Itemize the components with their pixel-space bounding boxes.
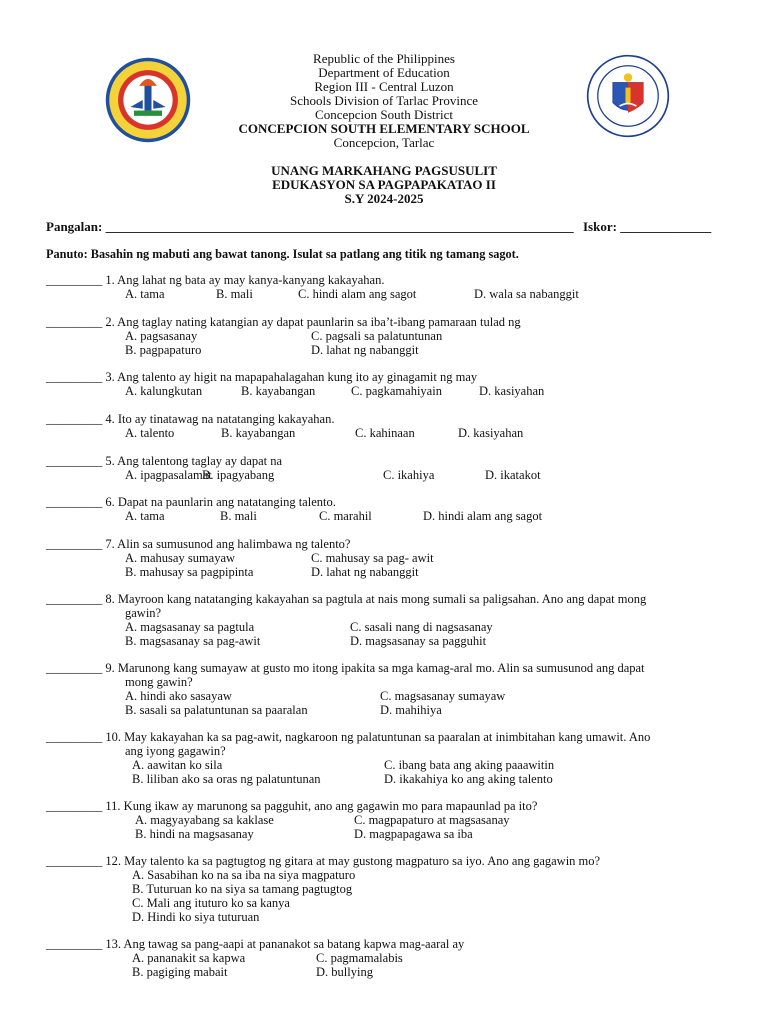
question-stem: _________ 9. Marunong kang sumayaw at gusto mo itong ipakita sa mga kamag-aral mo. Alin sa sumusunod ang dapat	[46, 661, 645, 675]
answer-choice: C. marahil	[319, 508, 372, 523]
choice-row	[46, 385, 736, 399]
answer-choice: A. talento	[125, 425, 175, 440]
answer-choice: B. pagiging mabait	[132, 964, 228, 979]
answer-choice: A. ipagpasalamat	[125, 467, 212, 482]
exam-title: UNANG MARKAHANG PAGSUSULIT	[271, 163, 497, 178]
answer-choice: A. mahusay sumayaw	[125, 550, 236, 565]
choice-row	[46, 621, 736, 635]
question-item	[46, 496, 736, 524]
answer-choice: D. ikatakot	[485, 467, 541, 482]
answer-choice: D. kasiyahan	[479, 383, 545, 398]
choice-row	[46, 966, 736, 980]
answer-choice: C. sasali nang di nagsasanay	[350, 619, 493, 634]
question-item	[46, 938, 736, 980]
question-stem-continued: mong gawin?	[125, 674, 193, 689]
answer-choice: B. mahusay sa pagpipinta	[125, 564, 254, 579]
question-stem: _________ 4. Ito ay tinatawag na natatanging kakayahan.	[46, 412, 335, 426]
answer-choice: D. Hindi ko siya tuturuan	[132, 909, 260, 924]
answer-choice: C. mahusay sa pag- awit	[311, 550, 434, 565]
answer-choice: D. kasiyahan	[458, 425, 524, 440]
question-item	[46, 413, 736, 441]
question-stem: _________ 12. May talento ka sa pagtugtog ng gitara at may gustong magpaturo sa iyo. Ano ang gagawin mo?	[46, 854, 601, 868]
choice-row	[46, 883, 736, 897]
choice-row	[46, 773, 736, 787]
answer-choice: D. ikakahiya ko ang aking talento	[384, 771, 553, 786]
question-stem: _________ 5. Ang talentong taglay ay dapat na	[46, 454, 283, 468]
answer-choice: C. pagsali sa palatuntunan	[311, 328, 443, 343]
choice-row	[46, 330, 736, 344]
answer-choice: A. tama	[125, 508, 165, 523]
choice-row	[46, 344, 736, 358]
question-item	[46, 371, 736, 399]
answer-choice: C. pagkamahiyain	[351, 383, 442, 398]
name-field[interactable]: Pangalan: ________________________________________________________________________	[46, 219, 574, 234]
question-item	[46, 593, 736, 649]
answer-choice: D. hindi alam ang sagot	[423, 508, 543, 523]
header-line: Republic of the Philippines	[313, 51, 455, 66]
header-line: Concepcion South District	[315, 107, 453, 122]
answer-choice: A. pagsasanay	[125, 328, 198, 343]
choice-row	[46, 510, 736, 524]
score-field[interactable]: Iskor: ______________	[583, 219, 712, 234]
choice-row	[46, 552, 736, 566]
question-stem: _________ 13. Ang tawag sa pang-aapi at pananakot sa batang kapwa mag-aaral ay	[46, 937, 465, 951]
question-item	[46, 538, 736, 580]
school-location: Concepcion, Tarlac	[333, 135, 435, 150]
choice-row	[46, 897, 736, 911]
choice-row	[46, 469, 736, 483]
answer-choice: D. magsasanay sa pagguhit	[350, 633, 487, 648]
answer-choice: A. Sasabihan ko na sa iba na siya magpaturo	[132, 867, 356, 882]
answer-choice: D. lahat ng nabanggit	[311, 564, 419, 579]
answer-choice: B. liliban ako sa oras ng palatuntunan	[132, 771, 321, 786]
answer-choice: B. mali	[220, 508, 257, 523]
answer-choice: A. magyayabang sa kaklase	[135, 812, 274, 827]
answer-choice: D. wala sa nabanggit	[474, 286, 579, 301]
answer-choice: B. kayabangan	[221, 425, 296, 440]
question-stem-continued: ang iyong gagawin?	[125, 743, 226, 758]
choice-row	[46, 427, 736, 441]
choice-row	[46, 911, 736, 925]
choice-row	[46, 635, 736, 649]
answer-choice: D. magpapagawa sa iba	[354, 826, 473, 841]
choice-row	[46, 814, 736, 828]
answer-choice: B. sasali sa palatuntunan sa paaralan	[125, 702, 308, 717]
question-item	[46, 855, 736, 925]
document-header	[0, 52, 768, 150]
school-year: S.Y 2024-2025	[344, 191, 424, 206]
question-item	[46, 731, 736, 787]
school-name: CONCEPCION SOUTH ELEMENTARY SCHOOL	[238, 121, 530, 136]
question-stem: _________ 11. Kung ikaw ay marunong sa pagguhit, ano ang gagawin mo para mapaunlad pa ito?	[46, 799, 538, 813]
answer-choice: D. lahat ng nabanggit	[311, 342, 419, 357]
question-stem: _________ 2. Ang taglay nating katangian ay dapat paunlarin sa iba’t-ibang pamaraan tulad ng	[46, 315, 521, 329]
question-stem: _________ 6. Dapat na paunlarin ang natatanging talento.	[46, 495, 336, 509]
answer-choice: D. mahihiya	[380, 702, 442, 717]
answer-choice: A. tama	[125, 286, 165, 301]
answer-choice: A. magsasanay sa pagtula	[125, 619, 255, 634]
choice-row	[46, 828, 736, 842]
answer-choice: A. kalungkutan	[125, 383, 203, 398]
answer-choice: B. mali	[216, 286, 253, 301]
answer-choice: D. bullying	[316, 964, 373, 979]
answer-choice: C. magpapaturo at magsasanay	[354, 812, 510, 827]
question-item	[46, 662, 736, 718]
choice-row	[46, 288, 736, 302]
answer-choice: C. ibang bata ang aking paaawitin	[384, 757, 555, 772]
question-stem: _________ 3. Ang talento ay higit na mapapahalagahan kung ito ay ginagamit ng may	[46, 370, 478, 384]
answer-choice: A. hindi ako sasayaw	[125, 688, 232, 703]
answer-choice: B. hindi na magsasanay	[135, 826, 254, 841]
answer-choice: A. pananakit sa kapwa	[132, 950, 246, 965]
question-stem: _________ 8. Mayroon kang natatanging kakayahan sa pagtula at nais mong sumali sa paligsahan. Ano ang dapat mong	[46, 592, 647, 606]
exam-titles	[0, 164, 768, 206]
header-line: Department of Education	[318, 65, 450, 80]
answer-choice: B. ipagyabang	[202, 467, 275, 482]
directions: Panuto: Basahin ng mabuti ang bawat tanong. Isulat sa patlang ang titik ng tamang sagot.	[46, 247, 519, 261]
choice-row	[46, 952, 736, 966]
answer-choice: C. kahinaan	[355, 425, 415, 440]
answer-choice: B. Tuturuan ko na siya sa tamang pagtugtog	[132, 881, 353, 896]
answer-choice: B. magsasanay sa pag-awit	[125, 633, 261, 648]
choice-row	[46, 690, 736, 704]
question-stem: _________ 1. Ang lahat ng bata ay may kanya-kanyang kakayahan.	[46, 273, 385, 287]
answer-choice: C. Mali ang ituturo ko sa kanya	[132, 895, 290, 910]
header-line: Region III - Central Luzon	[314, 79, 454, 94]
answer-choice: C. magsasanay sumayaw	[380, 688, 506, 703]
choice-row	[46, 759, 736, 773]
header-line: Schools Division of Tarlac Province	[289, 93, 479, 108]
choice-row	[46, 566, 736, 580]
answer-choice: C. pagmamalabis	[316, 950, 403, 965]
answer-choice: B. pagpapaturo	[125, 342, 202, 357]
question-stem-continued: gawin?	[125, 605, 162, 620]
question-item	[46, 316, 736, 358]
question-item	[46, 274, 736, 302]
answer-choice: C. ikahiya	[383, 467, 435, 482]
question-item	[46, 455, 736, 483]
answer-choice: C. hindi alam ang sagot	[298, 286, 417, 301]
question-stem: _________ 10. May kakayahan ka sa pag-awit, nagkaroon ng palatuntunan sa paaralan at inimbitahan kang umawit. Ano	[46, 730, 651, 744]
choice-row	[46, 869, 736, 883]
answer-choice: A. aawitan ko sila	[132, 757, 223, 772]
choice-row	[46, 704, 736, 718]
subject-title: EDUKASYON SA PAGPAPAKATAO II	[272, 177, 496, 192]
question-item	[46, 800, 736, 842]
question-stem: _________ 7. Alin sa sumusunod ang halimbawa ng talento?	[46, 537, 351, 551]
answer-choice: B. kayabangan	[241, 383, 316, 398]
